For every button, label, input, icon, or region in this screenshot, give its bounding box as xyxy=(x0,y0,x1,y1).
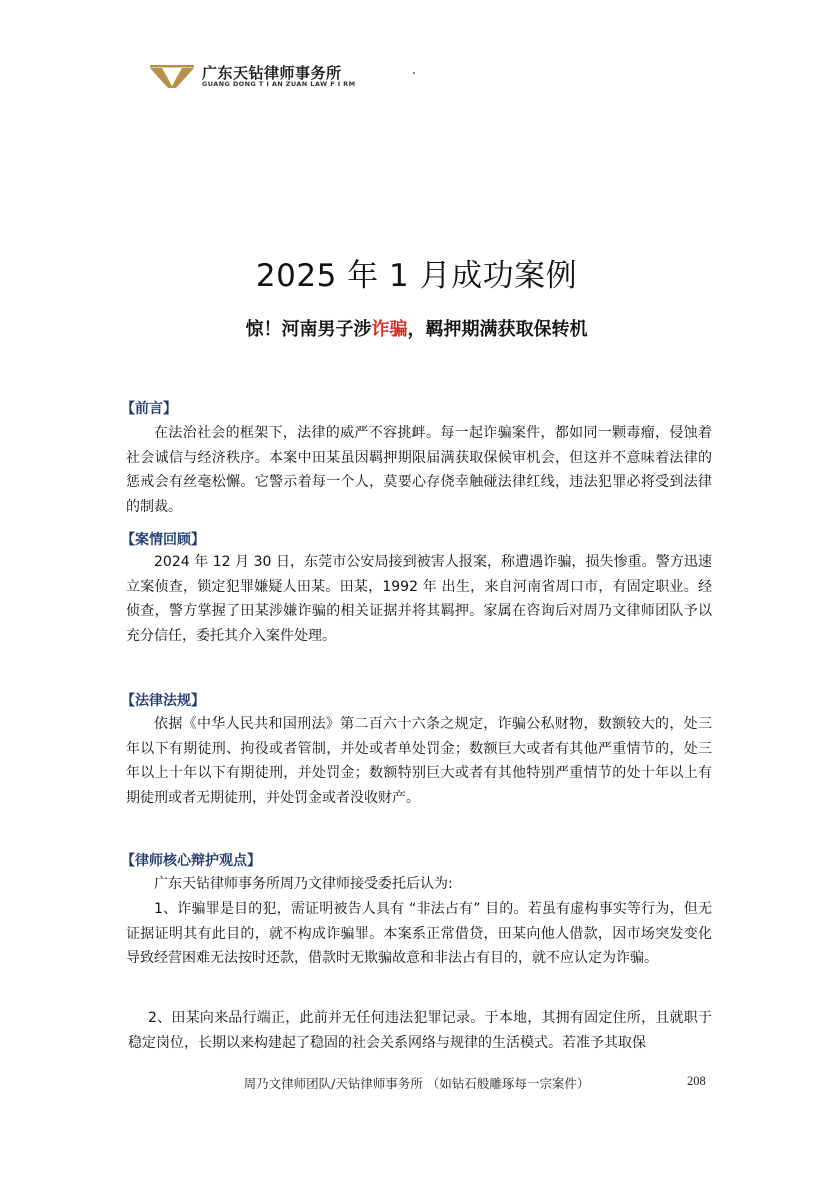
section-heading-law: 【法律法规】 xyxy=(121,693,205,709)
firm-logo xyxy=(148,60,448,94)
preface-paragraph: 在法治社会的框架下，法律的威严不容挑衅。每一起诈骗案件，都如同一颗毒瘤，侵蚀着社会诚信与经济秩序。本案中田某虽因羁押期限届满获取保候审机会，但这并不意味着法律的惩戒会有丝毫松懈。它警示着每一个人，莫要心存侥幸触碰法律红线，违法犯罪必将受到法律的制裁。 xyxy=(126,425,712,515)
section-heading-case: 【案情回顾】 xyxy=(121,532,205,548)
defense-paragraph-2: 2、田某向来品行端正，此前并无任何违法犯罪记录。于本地，其拥有固定住所，且就职于稳定岗位，长期以来构建起了稳固的社会关系网络与规律的生活模式。若准予其取保 xyxy=(128,1010,712,1051)
subtitle-part-1: 惊！河南男子涉 xyxy=(245,319,372,340)
defense-paragraph-1: 1、诈骗罪是目的犯，需证明被告人具有 “非法占有” 目的。若虽有虚构事实等行为，但无证据证明其有此目的，就不构成诈骗罪。本案系正常借贷，田某向他人借款，因市场突发变化导致经营困难无法按时还款，借款时无欺骗故意和非法占有目的，就不应认定为诈骗。 xyxy=(126,901,712,967)
page-number: 208 xyxy=(687,1074,706,1088)
case-paragraph: 2024 年 12 月 30 日，东莞市公安局接到被害人报案，称遭遇诈骗，损失惨重。警方迅速立案侦查，锁定犯罪嫌疑人田某。田某，1992 年 出生，来自河南省周口市，有固定职业。经侦查，警方掌握了田某涉嫌诈骗的相关证据并将其羁押。家属在咨询后对周乃文律师团队予以充分信任，委托其介入案件处理。 xyxy=(126,554,712,644)
defense-paragraph-intro: 广东天钻律师事务所周乃文律师接受委托后认为: xyxy=(154,876,453,892)
firm-name-en: GUANG DONG T I AN ZUAN LAW F I RM xyxy=(202,80,356,88)
firm-name-cn: 广东天钻律师事务所 xyxy=(202,64,342,82)
firm-emblem-icon xyxy=(148,62,196,90)
page-title: 2025 年 1 月成功案例 xyxy=(255,258,578,294)
section-heading-preface: 【前言】 xyxy=(121,401,177,417)
subtitle-highlight: 诈骗 xyxy=(371,319,408,340)
page-footer: 周乃文律师团队/天钻律师事务所 （如钻石般雕琢每一宗案件） xyxy=(243,1076,590,1091)
section-heading-defense: 【律师核心辩护观点】 xyxy=(121,853,261,869)
page-subtitle xyxy=(0,315,833,341)
law-paragraph: 依据《中华人民共和国刑法》第二百六十六条之规定，诈骗公私财物，数额较大的，处三年以下有期徒刑、拘役或者管制，并处或者单处罚金；数额巨大或者有其他严重情节的，处三年以上十年以下有期徒刑，并处罚金；数额特别巨大或者有其他特别严重情节的处十年以上有期徒刑或者无期徒刑，并处罚金或者没收财产。 xyxy=(126,716,712,806)
emblem-letter: T xyxy=(167,70,177,85)
subtitle-part-2: ，羁押期满获取保转机 xyxy=(407,319,588,340)
decorative-dot xyxy=(413,72,415,74)
